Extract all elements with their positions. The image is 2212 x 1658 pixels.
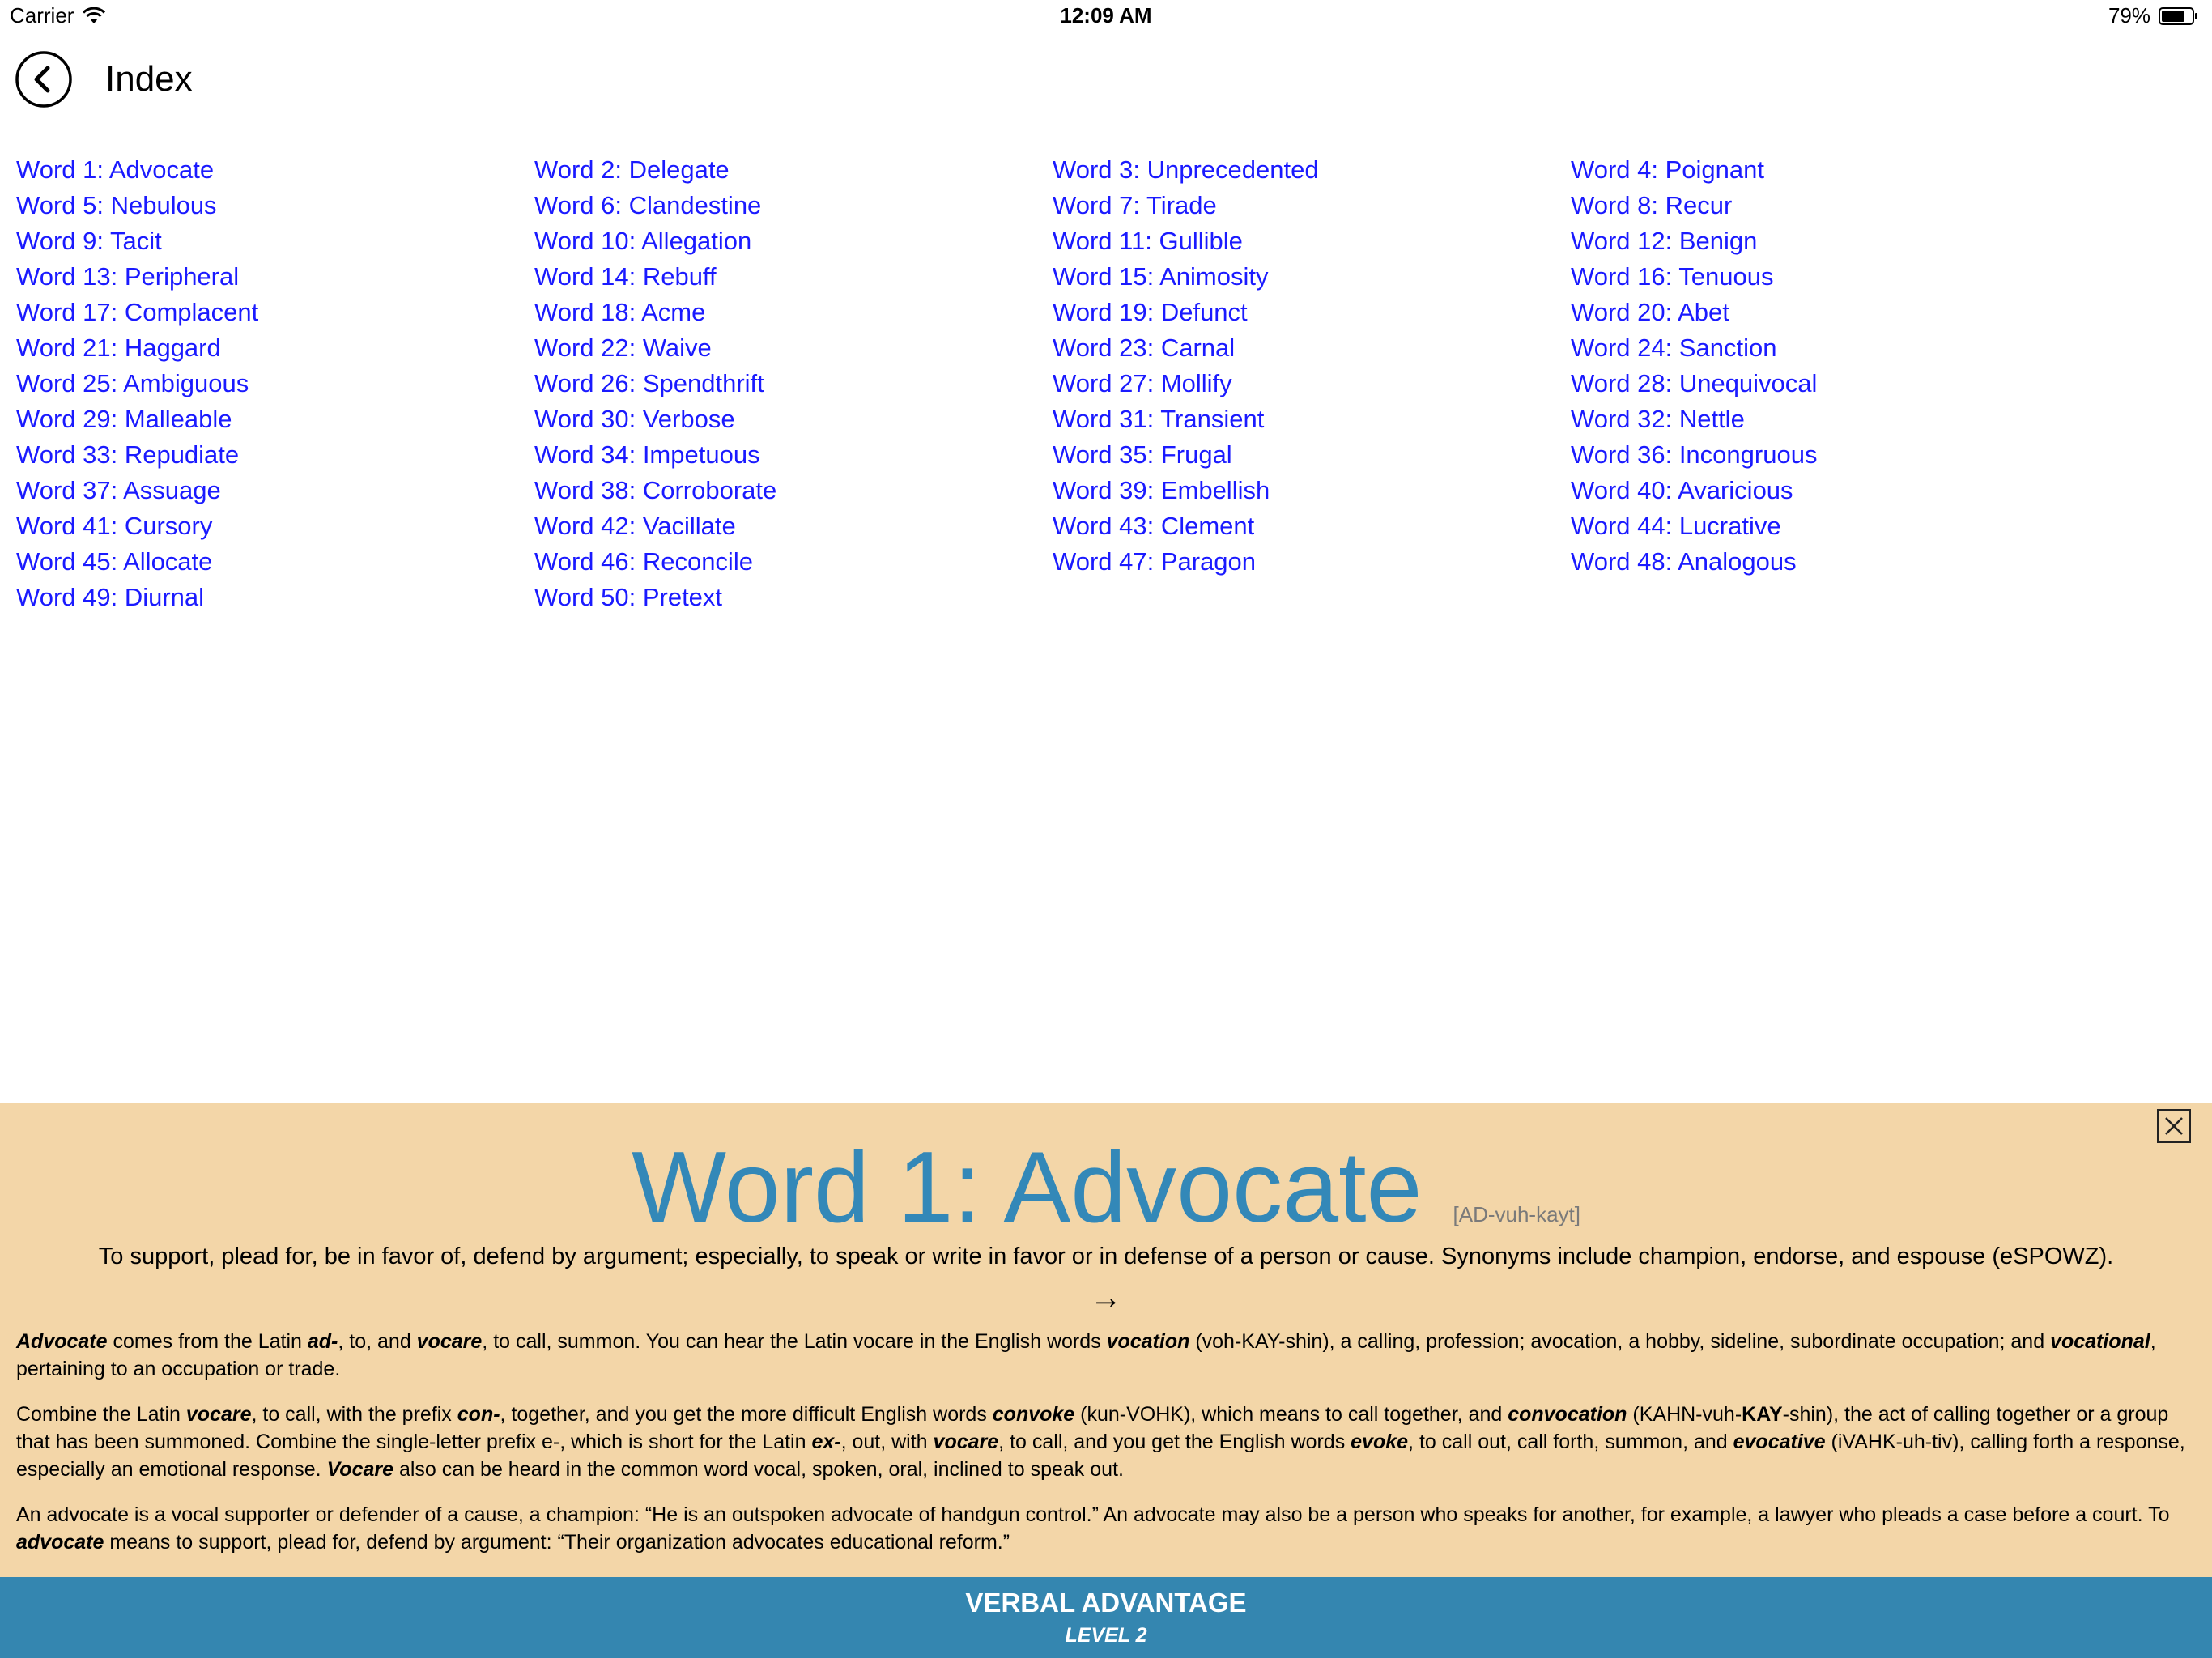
battery-icon: [2159, 6, 2199, 26]
close-icon: [2163, 1116, 2184, 1137]
word-link[interactable]: Word 40: Avaricious: [1571, 476, 1793, 504]
word-link[interactable]: Word 38: Corroborate: [534, 476, 777, 504]
word-link[interactable]: Word 47: Paragon: [1053, 547, 1257, 576]
word-link[interactable]: Word 25: Ambiguous: [16, 369, 249, 397]
usage-paragraph: [16, 1501, 2194, 1556]
pronunciation: [AD-vuh-kayt]: [1453, 1202, 1580, 1226]
text-run: comes from the Latin: [107, 1330, 308, 1353]
word-link[interactable]: Word 21: Haggard: [16, 334, 221, 362]
word-index-grid: [16, 152, 2089, 615]
chevron-left-circle-icon: [15, 50, 73, 108]
word-link[interactable]: Word 17: Complacent: [16, 298, 259, 326]
emphasized-term: Vocare: [326, 1458, 394, 1481]
word-link[interactable]: Word 48: Analogous: [1571, 547, 1797, 576]
word-definition: To support, plead for, be in favor of, defend by argument; especially, to speak or write in favor or in defense of a person or cause. Synonyms include champion, endorse, and espouse (eSPOWZ).: [98, 1244, 2114, 1269]
word-link[interactable]: Word 7: Tirade: [1053, 191, 1217, 219]
footer-banner: [0, 1577, 2212, 1658]
emphasized-term: ex-: [811, 1431, 841, 1453]
word-link[interactable]: Word 28: Unequivocal: [1571, 369, 1818, 397]
word-link[interactable]: Word 30: Verbose: [534, 405, 735, 433]
word-link[interactable]: Word 44: Lucrative: [1571, 512, 1781, 540]
emphasized-term: vocation: [1106, 1330, 1190, 1353]
word-link[interactable]: Word 4: Poignant: [1571, 155, 1764, 184]
status-bar: [0, 0, 2212, 34]
word-link[interactable]: Word 22: Waive: [534, 334, 712, 362]
word-link[interactable]: Word 37: Assuage: [16, 476, 221, 504]
text-run: means to support, plead for, defend by argument: “Their organization advocates educational reform.”: [104, 1531, 1010, 1554]
word-link[interactable]: Word 33: Repudiate: [16, 440, 240, 469]
text-run: Combine the Latin: [16, 1403, 186, 1426]
word-link[interactable]: Word 16: Tenuous: [1571, 262, 1774, 291]
text-run: , to call out, call forth, summon, and: [1408, 1431, 1733, 1453]
text-run: (KAHN-vuh-: [1627, 1403, 1742, 1426]
emphasized-term: convoke: [992, 1403, 1075, 1426]
emphasized-term: vocational: [2050, 1330, 2150, 1353]
word-link[interactable]: Word 18: Acme: [534, 298, 706, 326]
word-link[interactable]: Word 49: Diurnal: [16, 583, 205, 611]
word-link[interactable]: Word 24: Sanction: [1571, 334, 1777, 362]
word-link[interactable]: Word 2: Delegate: [534, 155, 730, 184]
etymology-paragraph-2: [16, 1401, 2194, 1483]
word-link[interactable]: Word 1: Advocate: [16, 155, 215, 184]
word-link[interactable]: Word 32: Nettle: [1571, 405, 1745, 433]
status-time: 12:09 AM: [1060, 3, 1152, 28]
word-link[interactable]: Word 29: Malleable: [16, 405, 232, 433]
word-link[interactable]: Word 5: Nebulous: [16, 191, 217, 219]
word-link[interactable]: Word 11: Gullible: [1053, 227, 1243, 255]
text-run: (iVAHK-uh-tiv), calling forth a response, especially an emotional response.: [16, 1431, 2185, 1481]
emphasized-term: evoke: [1351, 1431, 1409, 1453]
text-run: , to call, summon. You can hear the Latin vocare in the English words: [482, 1330, 1107, 1353]
battery-indicator: [2108, 3, 2199, 28]
text-run: also can be heard in the common word vocal, spoken, oral, inclined to speak out.: [393, 1458, 1124, 1481]
text-run: An advocate is a vocal supporter or defender of a cause, a champion: “He is an outspoken advocate of handgun control.” An advocate may also be a person who speaks for another, for example, a lawyer who pleads a case before a court. To: [16, 1503, 2170, 1526]
etymology-paragraph-1: [16, 1328, 2194, 1383]
word-link[interactable]: Word 39: Embellish: [1053, 476, 1270, 504]
word-link[interactable]: Word 42: Vacillate: [534, 512, 736, 540]
word-link[interactable]: Word 46: Reconcile: [534, 547, 753, 576]
word-link[interactable]: Word 23: Carnal: [1053, 334, 1236, 362]
emphasized-term: vocare: [933, 1431, 999, 1453]
word-link[interactable]: Word 20: Abet: [1571, 298, 1729, 326]
word-link[interactable]: Word 12: Benign: [1571, 227, 1758, 255]
word-link[interactable]: Word 35: Frugal: [1053, 440, 1232, 469]
word-link[interactable]: Word 15: Animosity: [1053, 262, 1269, 291]
nav-bar: [0, 34, 2212, 123]
text-run: , to, and: [338, 1330, 417, 1353]
word-link[interactable]: Word 14: Rebuff: [534, 262, 717, 291]
word-link[interactable]: Word 9: Tacit: [16, 227, 162, 255]
emphasized-term: advocate: [16, 1531, 104, 1554]
back-button[interactable]: [15, 50, 73, 108]
word-link[interactable]: Word 31: Transient: [1053, 405, 1265, 433]
emphasized-term: vocare: [185, 1403, 252, 1426]
stressed-syllable: KAY: [1742, 1403, 1783, 1426]
text-run: , out, with: [840, 1431, 934, 1453]
text-run: , to call, and you get the English words: [998, 1431, 1351, 1453]
word-heading: [0, 1132, 2212, 1244]
footer-subtitle: LEVEL 2: [1065, 1624, 1147, 1647]
carrier-label: Carrier: [10, 3, 74, 28]
word-link[interactable]: Word 43: Clement: [1053, 512, 1255, 540]
word-link[interactable]: Word 27: Mollify: [1053, 369, 1232, 397]
text-run: , together, and you get the more difficult English words: [500, 1403, 993, 1426]
word-link[interactable]: Word 13: Peripheral: [16, 262, 240, 291]
emphasized-term: Advocate: [16, 1330, 108, 1353]
emphasized-term: vocare: [416, 1330, 483, 1353]
footer-title: VERBAL ADVANTAGE: [965, 1588, 1247, 1618]
next-arrow-button[interactable]: →: [1090, 1280, 1122, 1316]
text-run: , to call, with the prefix: [251, 1403, 457, 1426]
text-run: (voh-KAY-shin), a calling, profession; avocation, a hobby, sideline, subordinate occupation; and: [1189, 1330, 2051, 1353]
word-link[interactable]: Word 3: Unprecedented: [1053, 155, 1319, 184]
word-link[interactable]: Word 8: Recur: [1571, 191, 1733, 219]
page-title: Index: [105, 59, 193, 99]
battery-percent: 79%: [2108, 3, 2150, 28]
word-detail-panel: [0, 1103, 2212, 1577]
word-link[interactable]: Word 36: Incongruous: [1571, 440, 1818, 469]
text-run: -shin), the act of calling together or a group that has been summoned. Combine the single-letter prefix e-, which is short for the Latin: [16, 1403, 2169, 1453]
text-run: (kun-VOHK), which means to call together, and: [1074, 1403, 1508, 1426]
word-link[interactable]: Word 50: Pretext: [534, 583, 723, 611]
word-link[interactable]: Word 45: Allocate: [16, 547, 213, 576]
emphasized-term: con-: [457, 1403, 500, 1426]
emphasized-term: evocative: [1733, 1431, 1826, 1453]
word-link[interactable]: Word 6: Clandestine: [534, 191, 762, 219]
word-link[interactable]: Word 41: Cursory: [16, 512, 213, 540]
text-run: , pertaining to an occupation or trade.: [16, 1330, 2156, 1380]
word-link[interactable]: Word 10: Allegation: [534, 227, 752, 255]
emphasized-term: convocation: [1508, 1403, 1627, 1426]
word-link[interactable]: Word 34: Impetuous: [534, 440, 760, 469]
word-title: Word 1: Advocate: [632, 1132, 1423, 1244]
word-link[interactable]: Word 19: Defunct: [1053, 298, 1248, 326]
word-link[interactable]: Word 26: Spendthrift: [534, 369, 764, 397]
emphasized-term: ad-: [307, 1330, 338, 1353]
